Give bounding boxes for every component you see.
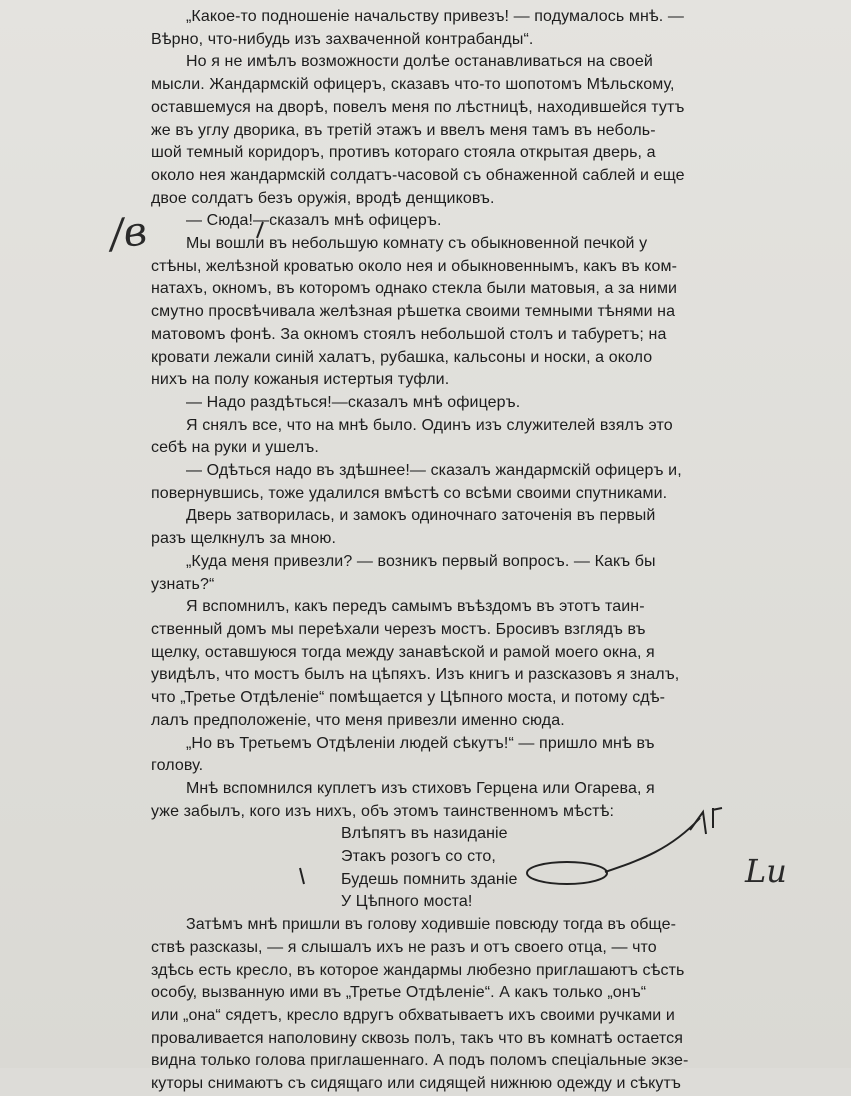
text-line: „Куда меня привезли? — возникъ первый вопросъ. — Какъ бы: [186, 552, 656, 570]
text-line: Мнѣ вспомнился куплетъ изъ стиховъ Герцена или Огарева, я: [186, 779, 655, 797]
paragraph: [151, 551, 711, 596]
paragraph: [151, 51, 711, 210]
paragraph: [151, 733, 711, 778]
text-line: „Но въ Третьемъ Отдѣленіи людей сѣкутъ!“ — пришло мнѣ въ: [186, 734, 655, 752]
text-line: — Одѣться надо въ здѣшнее!— сказалъ жандармскій офицеръ и,: [186, 462, 682, 480]
text-line: ствѣ разсказы, — я слышалъ ихъ не разъ и отъ своего отца, — что: [151, 938, 657, 956]
verse-line: Влѣпятъ въ назиданіе: [341, 825, 508, 843]
text-line: около нея жандармскій солдатъ-часовой съ обнаженной саблей и еще: [151, 166, 685, 184]
text-line: проваливается наполовину сквозь полъ, такъ что въ комнатѣ остается: [151, 1029, 683, 1047]
text-line: натахъ, окномъ, въ которомъ однако стекла были матовыя, а за ними: [151, 280, 678, 298]
paragraph: [151, 914, 711, 1096]
text-line: шой темный коридоръ, противъ котораго стояла открытая дверь, а: [151, 144, 656, 162]
text-line: лалъ предположеніе, что меня привезли именно сюда.: [151, 711, 565, 729]
text-line: двое солдатъ безъ оружія, вродѣ денщиковъ.: [151, 189, 495, 207]
text-line: кровати лежали синій халатъ, рубашка, кальсоны и носки, а около: [151, 348, 653, 366]
text-line: или „она“ сядетъ, кресло вдругъ обхватываетъ ихъ своими ручками и: [151, 1006, 675, 1024]
text-line: Я вспомнилъ, какъ передъ самымъ въѣздомъ въ этотъ таин-: [186, 598, 645, 616]
paragraph: [151, 460, 711, 505]
text-line: Вѣрно, что-нибудь изъ захваченной контрабанды“.: [151, 30, 534, 48]
paragraph: [151, 210, 711, 233]
text-line: мысли. Жандармскій офицеръ, сказавъ что-то шопотомъ Мѣльскому,: [151, 76, 675, 94]
text-line: повернувшись, тоже удалился вмѣстѣ со всѣми своими спутниками.: [151, 484, 668, 502]
verse-stanza: [151, 823, 711, 914]
paragraph: [151, 415, 711, 460]
text-line: куторы снимаютъ съ сидящаго или сидящей нижнюю одежду и сѣкутъ: [151, 1075, 682, 1093]
margin-note-left: /в: [107, 208, 150, 258]
text-line: Я снялъ все, что на мнѣ было. Одинъ изъ служителей взялъ это: [186, 416, 673, 434]
text-line: что „Третье Отдѣленіе“ помѣщается у Цѣпного моста, и потому сдѣ-: [151, 689, 666, 707]
paragraph: [151, 505, 711, 550]
text-line: видна только голова приглашеннаго. А подъ поломъ спеціальные экзе-: [151, 1052, 689, 1070]
verse-line: У Цѣпного моста!: [341, 893, 473, 911]
verse-line: Будешь помнить зданіе: [341, 870, 518, 888]
paragraph: [151, 392, 711, 415]
body-text: [151, 6, 711, 1096]
text-line: — Надо раздѣться!—сказалъ мнѣ офицеръ.: [186, 393, 521, 411]
text-line: „Какое-то подношеніе начальству привезъ! — подумалось мнѣ. —: [186, 8, 684, 25]
text-line: же въ углу дворика, въ третій этажъ и ввелъ меня тамъ въ неболь-: [151, 121, 656, 139]
text-line: — Сюда!—сказалъ мнѣ офицеръ.: [186, 212, 442, 230]
text-line: Дверь затворилась, и замокъ одиночнаго заточенія въ первый: [186, 507, 656, 525]
text-line: голову.: [151, 757, 204, 775]
text-line: стѣны, желѣзной кроватью около нея и обыкновеннымъ, какъ въ ком-: [151, 257, 678, 275]
text-line: смутно просвѣчивала желѣзная рѣшетка своими темными тѣнями на: [151, 303, 676, 321]
text-line: щелку, оставшуюся тогда между занавѣской и рамой моего окна, я: [151, 643, 655, 661]
paragraph: [151, 233, 711, 392]
text-line: разъ щелкнулъ за мною.: [151, 530, 337, 548]
text-line: матовомъ фонѣ. За окномъ стоялъ небольшой столъ и табуретъ; на: [151, 325, 667, 343]
text-line: особу, вызванную ими въ „Третье Отдѣленіе“. А какъ только „онъ“: [151, 984, 647, 1002]
text-line: ственный домъ мы переѣхали черезъ мостъ. Бросивъ взглядъ въ: [151, 620, 646, 638]
text-line: здѣсь есть кресло, въ которое жандармы любезно приглашаютъ сѣсть: [151, 961, 685, 979]
text-line: увидѣлъ, что мостъ былъ на цѣпяхъ. Изъ книгъ и разсказовъ я зналъ,: [151, 666, 680, 684]
paragraph: [151, 6, 711, 51]
text-line: Но я не имѣлъ возможности долѣе останавливаться на своей: [186, 53, 653, 71]
text-line: нихъ на полу кожаныя истертыя туфли.: [151, 371, 450, 389]
text-line: оставшемуся на дворѣ, повелъ меня по лѣстницѣ, находившейся тутъ: [151, 98, 685, 116]
text-line: себѣ на руки и ушелъ.: [151, 439, 319, 457]
margin-note-right: Lu: [745, 852, 787, 890]
text-line: уже забылъ, кого изъ нихъ, объ этомъ таинственномъ мѣстѣ:: [151, 802, 615, 820]
text-line: Мы вошли въ небольшую комнату съ обыкновенной печкой у: [186, 235, 648, 253]
text-line: узнать?“: [151, 575, 215, 593]
paragraph: [151, 778, 711, 823]
paragraph: [151, 596, 711, 732]
text-line: Затѣмъ мнѣ пришли въ голову ходившіе повсюду тогда въ обще-: [186, 916, 677, 934]
verse-line: Этакъ розогъ со сто,: [341, 848, 496, 866]
